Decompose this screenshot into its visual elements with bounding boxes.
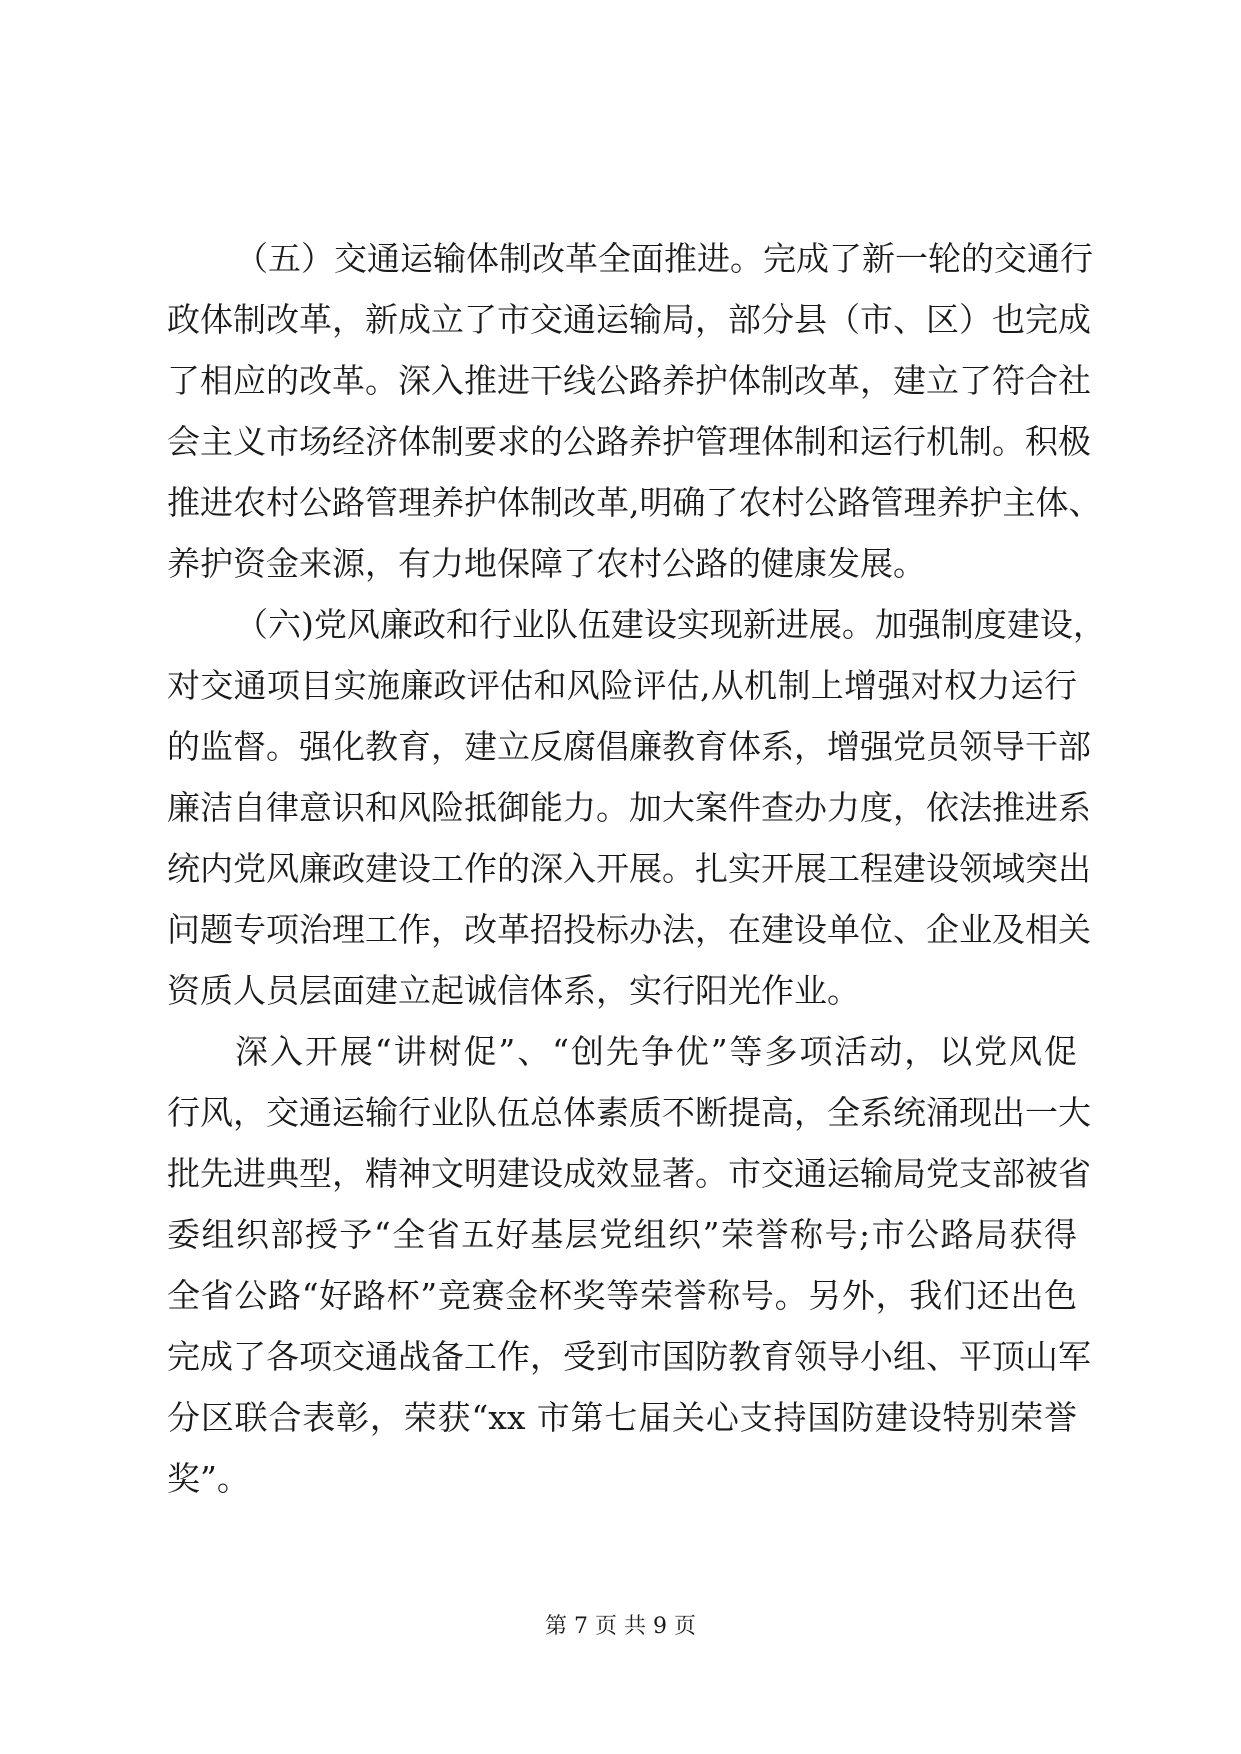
text-line: 分区联合表彰，荣获“xx 市第七届关心支持国防建设特别荣誉 (167, 1398, 1077, 1437)
text-line: 委组织部授予“全省五好基层党组织”荣誉称号;市公路局获得 (167, 1215, 1077, 1254)
text-line: 完成了各项交通战备工作，受到市国防教育领导小组、平顶山军 (167, 1337, 1091, 1376)
text-line: 廉洁自律意识和风险抵御能力。加大案件查办力度，依法推进系 (167, 788, 1091, 827)
text-line: 对交通项目实施廉政评估和风险评估,从机制上增强对权力运行 (167, 666, 1077, 705)
page-number-label: 第 7 页 共 9 页 (545, 1614, 696, 1639)
paragraph-1 (167, 228, 1102, 594)
text-line: （六)党风廉政和行业队伍建设实现新进展。加强制度建设， (235, 605, 1106, 644)
text-line: 养护资金来源，有力地保障了农村公路的健康发展。 (167, 544, 926, 583)
paragraph-2 (167, 594, 1106, 1021)
page-footer (0, 1612, 1241, 1642)
text-line: 问题专项治理工作，改革招投标办法，在建设单位、企业及相关 (167, 910, 1091, 949)
text-line: 推进农村公路管理养护体制改革,明确了农村公路管理养护主体、 (167, 483, 1102, 522)
text-line: 深入开展“讲树促”、“创先争优”等多项活动，以党风促 (235, 1032, 1077, 1071)
body-text (167, 228, 1106, 1509)
text-line: 奖”。 (167, 1459, 250, 1498)
text-line: 的监督。强化教育，建立反腐倡廉教育体系，增强党员领导干部 (167, 727, 1091, 766)
text-line: 了相应的改革。深入推进干线公路养护体制改革，建立了符合社 (167, 361, 1091, 400)
text-line: 政体制改革，新成立了市交通运输局，部分县（市、区）也完成 (167, 300, 1091, 339)
text-line: （五）交通运输体制改革全面推进。完成了新一轮的交通行 (235, 239, 1093, 278)
text-line: 资质人员层面建立起诚信体系，实行阳光作业。 (167, 971, 860, 1010)
paragraph-3 (167, 1021, 1091, 1509)
text-line: 统内党风廉政建设工作的深入开展。扎实开展工程建设领域突出 (167, 849, 1091, 888)
text-line: 行风，交通运输行业队伍总体素质不断提高，全系统涌现出一大 (167, 1093, 1091, 1132)
text-line: 会主义市场经济体制要求的公路养护管理体制和运行机制。积极 (167, 422, 1091, 461)
text-line: 批先进典型，精神文明建设成效显著。市交通运输局党支部被省 (167, 1154, 1091, 1193)
text-line: 全省公路“好路杯”竞赛金杯奖等荣誉称号。另外，我们还出色 (167, 1276, 1077, 1315)
